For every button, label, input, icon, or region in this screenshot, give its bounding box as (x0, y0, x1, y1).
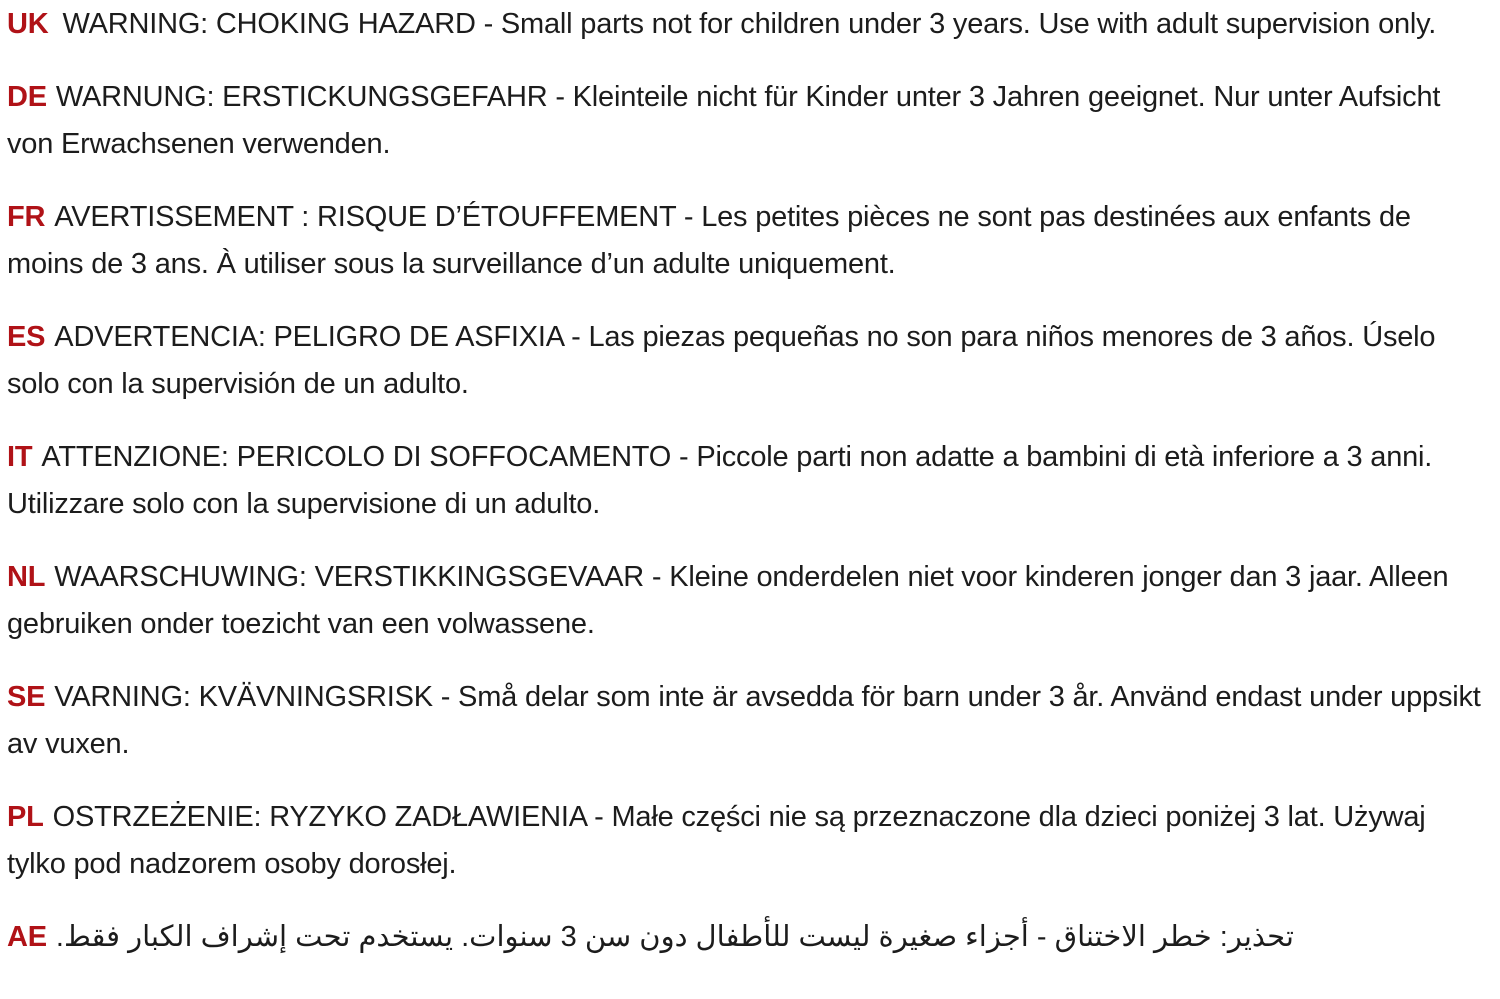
warning-text: WAARSCHUWING: VERSTIKKINGSGEVAAR - Kleine onderdelen niet voor kinderen jonger dan 3 jaar. Alleen gebruiken onder toezicht van een volwassene. (7, 561, 1449, 640)
warning-text: WARNUNG: ERSTICKUNGSGEFAHR - Kleinteile nicht für Kinder unter 3 Jahren geeignet. Nur unter Aufsicht von Erwachsenen verwenden. (7, 81, 1441, 160)
language-code: PL (7, 801, 44, 833)
warning-section-es (7, 314, 1490, 408)
warning-section-nl (7, 554, 1490, 648)
language-code: FR (7, 201, 46, 233)
warning-text: ADVERTENCIA: PELIGRO DE ASFIXIA - Las piezas pequeñas no son para niños menores de 3 años. Úselo solo con la supervisión de un adulto. (7, 321, 1436, 400)
warning-text: OSTRZEŻENIE: RYZYKO ZADŁAWIENIA - Małe części nie są przeznaczone dla dzieci poniżej 3 lat. Używaj tylko pod nadzorem osoby dorosłej. (7, 801, 1426, 880)
warning-section-it (7, 434, 1490, 528)
language-code: NL (7, 561, 46, 593)
language-code: DE (7, 81, 47, 113)
language-code: ES (7, 321, 46, 353)
warning-section-uk (7, 1, 1490, 48)
warning-section-ae (7, 914, 1490, 961)
warning-section-pl (7, 794, 1490, 888)
warning-section-se (7, 674, 1490, 768)
warning-text: ATTENZIONE: PERICOLO DI SOFFOCAMENTO - Piccole parti non adatte a bambini di età inferiore a 3 anni. Utilizzare solo con la supervisione di un adulto. (7, 441, 1433, 520)
warning-text: WARNING: CHOKING HAZARD - Small parts not for children under 3 years. Use with adult supervision only. (62, 8, 1437, 40)
language-code: AE (7, 921, 47, 953)
warning-text: AVERTISSEMENT : RISQUE D’ÉTOUFFEMENT - Les petites pièces ne sont pas destinées aux enfants de moins de 3 ans. À utiliser sous la surveillance d’un adulte uniquement. (7, 201, 1411, 280)
language-code: SE (7, 681, 46, 713)
warning-section-de (7, 74, 1490, 168)
language-code: IT (7, 441, 33, 473)
language-code: UK (7, 8, 49, 40)
warning-section-fr (7, 194, 1490, 288)
warning-text: تحذير: خطر الاختناق - أجزاء صغيرة ليست للأطفال دون سن 3 سنوات. يستخدم تحت إشراف الكبار فقط. (55, 921, 1294, 953)
warning-text: VARNING: KVÄVNINGSRISK - Små delar som inte är avsedda för barn under 3 år. Använd endast under uppsikt av vuxen. (7, 681, 1481, 760)
